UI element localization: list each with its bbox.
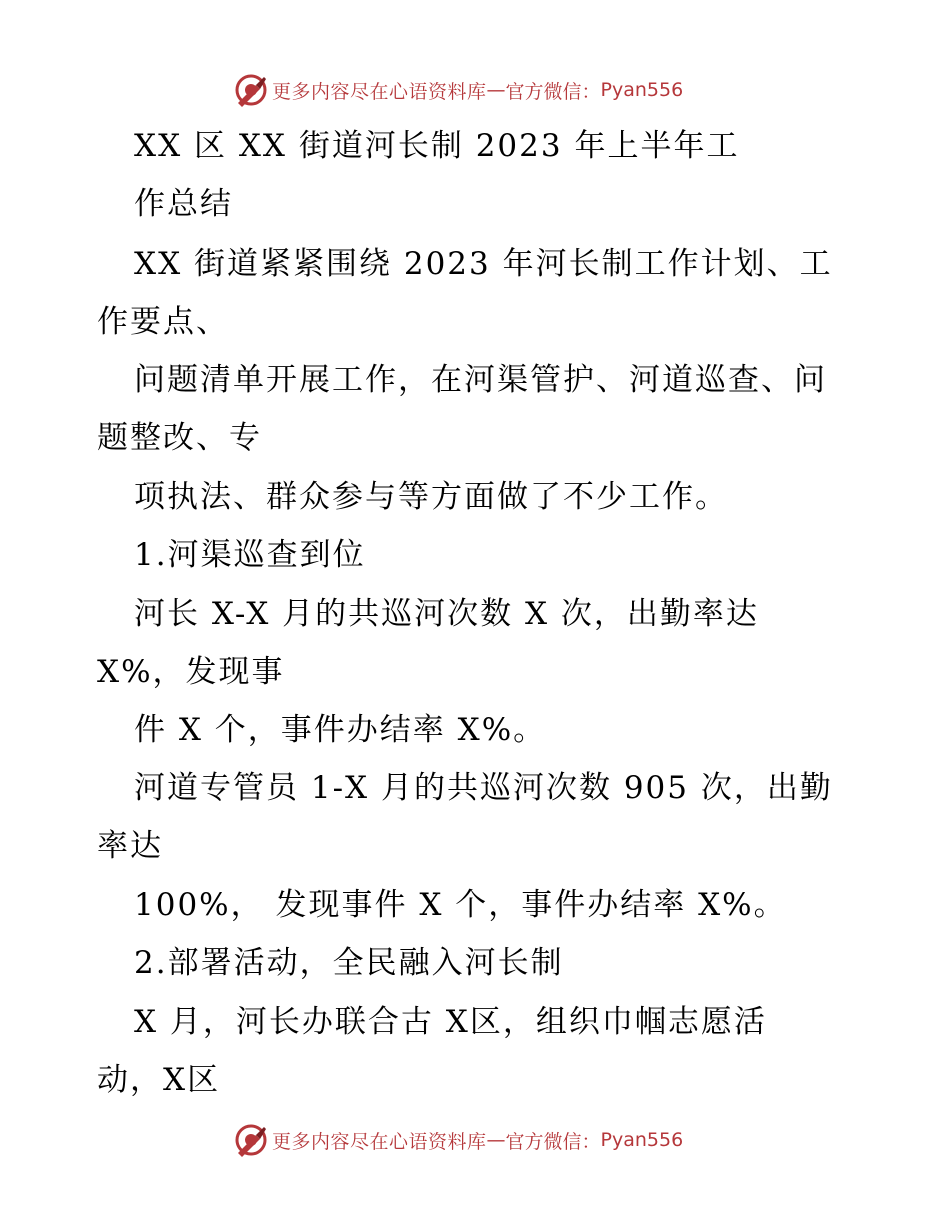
document-title-line-2: 作总结	[134, 186, 233, 222]
paragraph-line: 河道专管员 1-X 月的共巡河次数 905 次，出勤	[134, 770, 833, 806]
paragraph-line: X 月，河长办联合古 X区，组织巾帼志愿活	[134, 1004, 767, 1040]
paragraph-line: 100%， 发现事件 X 个，事件办结率 X%。	[134, 887, 787, 923]
banner-wechat-id: Pyan556	[600, 1129, 684, 1151]
banner-wechat-label: 官方微信：	[505, 80, 601, 103]
banner-wechat-id: Pyan556	[600, 79, 684, 101]
paragraph-line: 项执法、群众参与等方面做了不少工作。	[134, 479, 728, 515]
paragraph-line: 河长 X-X 月的共巡河次数 X 次，出勤率达	[134, 596, 759, 632]
paragraph-line: XX 街道紧紧围绕 2023 年河长制工作计划、工	[134, 246, 833, 282]
pen-logo-icon	[234, 73, 268, 107]
paragraph-line: 作要点、	[97, 304, 229, 340]
banner-slogan: 更多内容尽在心语资料库	[272, 1130, 487, 1153]
banner-dash: —	[486, 1129, 506, 1151]
section-heading-2: 2.部署活动，全民融入河长制	[134, 945, 564, 981]
paragraph-line: 件 X 个，事件办结率 X%。	[134, 712, 547, 748]
pen-logo-icon	[234, 1123, 268, 1157]
document-title-line-1: XX 区 XX 街道河长制 2023 年上半年工	[134, 128, 740, 164]
paragraph-line: X%，发现事	[97, 654, 285, 690]
banner-slogan: 更多内容尽在心语资料库	[272, 80, 487, 103]
section-heading-1: 1.河渠巡查到位	[134, 537, 366, 573]
header-watermark-banner	[234, 72, 683, 108]
paragraph-line: 率达	[97, 828, 163, 864]
paragraph-line: 题整改、专	[97, 420, 262, 456]
paragraph-line: 问题清单开展工作，在河渠管护、河道巡查、问	[134, 362, 827, 398]
paragraph-line: 动，X区	[97, 1062, 221, 1098]
banner-wechat-label: 官方微信：	[505, 1130, 601, 1153]
banner-dash: —	[486, 79, 506, 101]
footer-watermark-banner	[234, 1122, 683, 1158]
